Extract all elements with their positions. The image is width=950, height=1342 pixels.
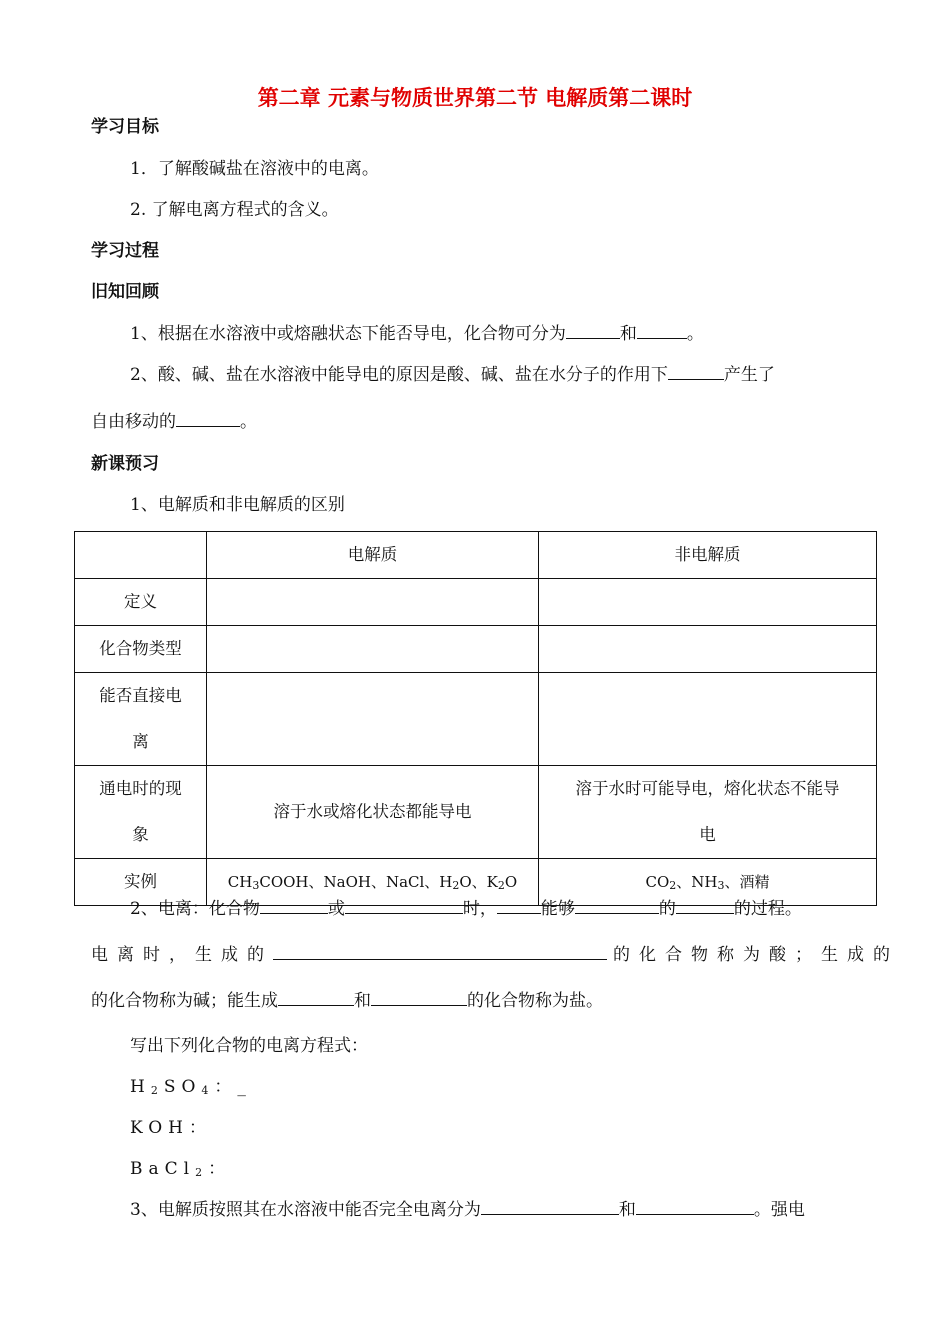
table-cell-empty[interactable]: [207, 673, 539, 766]
table-cell-empty[interactable]: [539, 579, 877, 626]
answer-blank[interactable]: [636, 1198, 754, 1215]
preview-item-1: 1、电解质和非电解质的区别: [130, 495, 345, 515]
cell-electrolyte-examples: $CH_3COOH$、NaOH、NaCl、$H_2O$、$K_2O$: [207, 859, 539, 906]
answer-blank[interactable]: [371, 989, 467, 1006]
answer-blank[interactable]: [176, 410, 240, 427]
answer-blank[interactable]: [497, 897, 541, 914]
table-header-row: [75, 532, 877, 579]
review-question-1: 1、根据在水溶液中或熔融状态下能否导电，化合物可分为 和 。: [130, 324, 704, 344]
answer-blank[interactable]: [566, 322, 620, 339]
question-3: 3、电解质按照其在水溶液中能否完全电离分为 和 。强电: [130, 1200, 805, 1220]
table-cell-empty[interactable]: [207, 579, 539, 626]
answer-blank[interactable]: [676, 897, 734, 914]
equations-heading: 写出下列化合物的电离方程式：: [130, 1036, 368, 1056]
cell-electrolyte-phenomenon: 溶于水或熔化状态都能导电: [207, 766, 539, 859]
answer-blank[interactable]: [575, 897, 659, 914]
table-row: [75, 673, 877, 766]
table-row: [75, 766, 877, 859]
question-2-line-1: 2、电离：化合物 或 时， 能够 的 的过程。: [130, 899, 802, 919]
question-2-line-3: 的化合物称为碱；能生成 和 的化合物称为盐。: [91, 991, 603, 1011]
answer-blank[interactable]: [345, 897, 463, 914]
equation-bacl2: BaCl$_2$：: [130, 1159, 232, 1179]
answer-blank[interactable]: [260, 897, 328, 914]
equation-koh: KOH：: [130, 1118, 213, 1138]
review-question-2: 2、酸、碱、盐在水溶液中能导电的原因是酸、碱、盐在水分子的作用下 产生了: [130, 365, 775, 385]
cell-nonelectrolyte-phenomenon: 溶于水时可能导电，熔化状态不能导 电: [539, 766, 877, 859]
review-question-2-cont: 自由移动的 。: [91, 412, 257, 432]
preview-heading: 新课预习: [91, 454, 159, 474]
table-header-empty: [75, 532, 207, 579]
answer-blank[interactable]: [668, 363, 724, 380]
answer-blank[interactable]: [481, 1198, 619, 1215]
answer-blank[interactable]: [273, 943, 607, 960]
table-header-electrolyte: 电解质: [207, 532, 539, 579]
cell-nonelectrolyte-examples: $CO_2$、$NH_3$、酒精: [539, 859, 877, 906]
row-label-ionization: 能否直接电 离: [75, 673, 207, 766]
review-heading: 旧知回顾: [91, 282, 159, 302]
question-2-line-2: 电离时，生成的 的化合物称为酸；生成的: [91, 945, 899, 965]
row-label-example: 实例: [75, 859, 207, 906]
table-row: [75, 626, 877, 673]
process-heading: 学习过程: [91, 241, 159, 261]
row-label-phenomenon: 通电时的现 象: [75, 766, 207, 859]
row-label-definition: 定义: [75, 579, 207, 626]
equation-h2so4: $H_2SO_4$：_: [130, 1077, 252, 1097]
table-header-nonelectrolyte: 非电解质: [539, 532, 877, 579]
table-cell-empty[interactable]: [539, 673, 877, 766]
table-cell-empty[interactable]: [539, 626, 877, 673]
table-row: [75, 579, 877, 626]
row-label-compound-type: 化合物类型: [75, 626, 207, 673]
comparison-table: [74, 531, 877, 906]
page-title: 第二章 元素与物质世界第二节 电解质第二课时: [257, 86, 693, 110]
answer-blank[interactable]: [637, 322, 687, 339]
objective-1: 1．了解酸碱盐在溶液中的电离。: [130, 159, 379, 179]
objective-2: 2. 了解电离方程式的含义。: [130, 200, 339, 220]
table-cell-empty[interactable]: [207, 626, 539, 673]
objectives-heading: 学习目标: [91, 117, 159, 137]
answer-blank[interactable]: [278, 989, 354, 1006]
